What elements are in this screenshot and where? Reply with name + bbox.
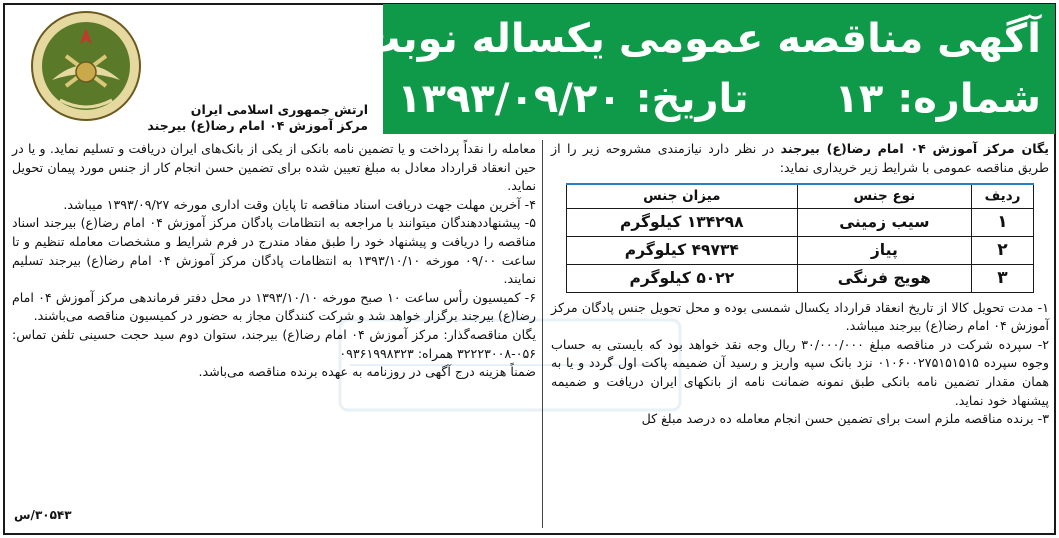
clause-5: ۵- پیشنهاددهندگان میتوانند با مراجعه به انتظامات پادگان مرکز آموزش ۰۴ امام رضا(ع) بیرجند اسناد مناقصه را دریافت و پیشنهاد خود را طبق مفاد مندرج در فرم شرایط و مشخصات معامله تنظیم و تا ساعت ۰۹/۰۰ مورخه ۱۳۹۳/۱۰/۱۰ به انتظامات پادگان مرکز آموزش ۰۴ امام رضا(ع) بیرجند تسلیم نمایند.: [12, 215, 536, 287]
notice-number-date: [397, 76, 1041, 122]
header-item-quantity: میزان جنس: [567, 184, 798, 208]
org-line-1: ارتش جمهوری اسلامی ایران: [190, 102, 368, 117]
header-item-type: نوع جنس: [797, 184, 971, 208]
table-row: [567, 208, 1034, 236]
intro-bold: یگان مرکز آموزش ۰۴ امام رضا(ع) بیرجند: [780, 141, 1049, 156]
row-item: هویج فرنگی: [797, 264, 971, 292]
intro-paragraph: [551, 140, 1049, 177]
left-column: [12, 140, 536, 382]
right-column: [551, 140, 1049, 429]
row-quantity: ۴۹۷۳۴ کیلوگرم: [567, 236, 798, 264]
items-table: [566, 183, 1034, 293]
row-number: ۳: [972, 264, 1034, 292]
table-header-row: [567, 184, 1034, 208]
table-row: [567, 264, 1034, 292]
clause-1: ۱- مدت تحویل کالا از تاریخ انعقاد قرارداد یکسال شمسی بوده و محل تحویل جنس پادگان مرکز آموزش ۰۴ امام رضا(ع) بیرجند میباشد.: [551, 299, 1049, 334]
row-quantity: ۵۰۲۲ کیلوگرم: [567, 264, 798, 292]
clause-4: ۴- آخرین مهلت جهت دریافت اسناد مناقصه تا پایان وقت اداری مورخه ۱۳۹۳/۰۹/۲۷ میباشد.: [63, 196, 536, 212]
header-row-number: ردیف: [972, 184, 1034, 208]
org-name: [147, 102, 368, 134]
army-emblem-icon: [30, 10, 142, 122]
clause-3-continued: معامله را نقداً پرداخت و یا تضمین نامه بانکی از یکی از بانک‌های ایران دریافت و تسلیم نماید. و یا در حین انعقاد قرارداد معادل به مبلغ تعیین شده برای تضمین حسن انجام کار از جنس مورد پیمان تحویل نماید.: [12, 141, 536, 194]
row-item: پیاز: [797, 236, 971, 264]
org-line-2: مرکز آموزش ۰۴ امام رضا(ع) بیرجند: [147, 118, 368, 133]
clause-3: ۳- برنده مناقصه ملزم است برای تضمین حسن انجام معامله ده درصد مبلغ کل: [641, 411, 1049, 427]
notice-date: تاریخ: ۱۳۹۳/۰۹/۲۰: [397, 76, 749, 122]
clause-6: ۶- کمیسیون رأس ساعت ۱۰ صبح مورخه ۱۳۹۳/۱۰/۱۰ در محل دفتر فرماندهی مرکز آموزش ۰۴ امام رضا(ع) بیرجند برگزار خواهد شد و شرکت کنندگان مجاز به حضور در کمیسیون مناقصه می‌باشند.: [12, 289, 536, 324]
ad-cost-note: ضمناً هزینه درج آگهی در روزنامه به عهده برنده مناقصه می‌باشد.: [198, 364, 536, 380]
row-quantity: ۱۳۴۲۹۸ کیلوگرم: [567, 208, 798, 236]
row-number: ۲: [972, 236, 1034, 264]
row-item: سیب زمینی: [797, 208, 971, 236]
reference-code: ۳۰۵۴۳/س: [14, 508, 72, 522]
clause-2: ۲- سپرده شرکت در مناقصه مبلغ ۳۰/۰۰۰/۰۰۰ ریال وجه نقد خواهد بود که بایستی به حساب وجوه سپرده ۰۱۰۶۰۰۲۷۵۱۵۱۵۱۵ نزد بانک سپه واریز و رسید آن ضمیمه پاکت اول گردد و یا به همان مقدار تضمین نامه بانکی طبق نمونه ضمانت نامه از بانکهای ایران دریافت و ضمیمه پیشنهاد خود نماید.: [551, 336, 1050, 408]
row-number: ۱: [972, 208, 1034, 236]
org-block: [6, 6, 376, 134]
notice-number: شماره: ۱۳: [834, 76, 1041, 122]
intro-rest: در نظر دارد نیازمندی مشروحه زیر را از طریق مناقصه عمومی با شرایط زیر خریداری نماید:: [551, 141, 1049, 175]
notice-title: آگهی مناقصه عمومی یکساله نوبت: دوم: [255, 16, 1041, 62]
table-row: [567, 236, 1034, 264]
contact-info: یگان مناقصه‌گذار: مرکز آموزش ۰۴ امام رضا(ع) بیرجند، ستوان دوم سید حجت حسینی تلفن تماس: ۰۵۶-۳۲۲۲۳۰۰۸ همراه: ۰۹۳۶۱۹۹۸۳۲۳: [12, 326, 536, 361]
column-divider: [542, 140, 543, 528]
